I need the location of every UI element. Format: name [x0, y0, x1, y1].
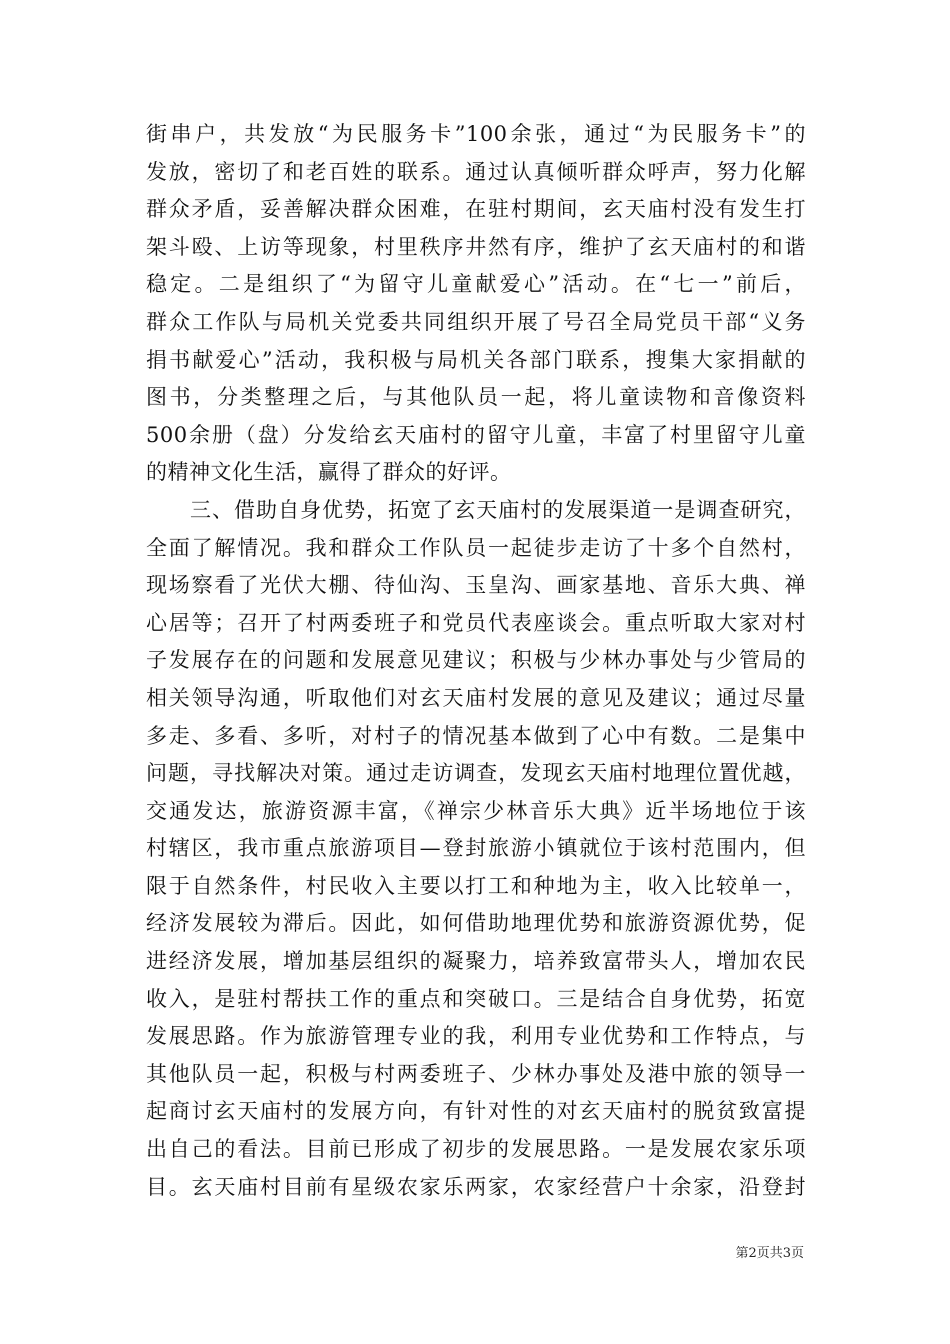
text-line: 其他队员一起，积极与村两委班子、少林办事处及港中旅的领导一: [146, 1061, 806, 1086]
text-line: 相关领导沟通，听取他们对玄天庙村发展的意见及建议；通过尽量: [146, 685, 806, 710]
text-line: 架斗殴、上访等现象，村里秩序井然有序，维护了玄天庙村的和谐: [146, 234, 806, 259]
text-line: 收入，是驻村帮扶工作的重点和突破口。三是结合自身优势，拓宽: [146, 986, 806, 1011]
text-line: 全面了解情况。我和群众工作队员一起徒步走访了十多个自然村，: [146, 535, 806, 560]
text-line: 街串户，共发放“为民服务卡”100余张，通过“为民服务卡”的: [146, 122, 806, 146]
text-line: 心居等；召开了村两委班子和党员代表座谈会。重点听取大家对村: [146, 610, 806, 635]
text-line: 起商讨玄天庙村的发展方向，有针对性的对玄天庙村的脱贫致富提: [146, 1099, 806, 1124]
text-line: 经济发展较为滞后。因此，如何借助地理优势和旅游资源优势，促: [146, 911, 806, 936]
text-line: 村辖区，我市重点旅游项目—登封旅游小镇就位于该村范围内，但: [146, 836, 806, 861]
text-line: 三、借助自身优势，拓宽了玄天庙村的发展渠道一是调查研究，: [190, 497, 806, 522]
text-line: 稳定。二是组织了“为留守儿童献爱心”活动。在“七一”前后，: [146, 272, 806, 297]
text-line: 发展思路。作为旅游管理专业的我，利用专业优势和工作特点，与: [146, 1024, 806, 1049]
text-line: 子发展存在的问题和发展意见建议；积极与少林办事处与少管局的: [146, 648, 806, 673]
text-line: 出自己的看法。目前已形成了初步的发展思路。一是发展农家乐项: [146, 1137, 806, 1162]
page-number: 第2页共3页: [735, 1246, 804, 1261]
text-line: 发放，密切了和老百姓的联系。通过认真倾听群众呼声，努力化解: [146, 159, 806, 184]
text-line: 图书，分类整理之后，与其他队员一起，将儿童读物和音像资料: [146, 385, 806, 410]
text-line: 限于自然条件，村民收入主要以打工和种地为主，收入比较单一，: [146, 873, 806, 898]
body-text: [146, 116, 806, 1206]
text-line: 多走、多看、多听，对村子的情况基本做到了心中有数。二是集中: [146, 723, 806, 748]
text-line: 交通发达，旅游资源丰富，《禅宗少林音乐大典》近半场地位于该: [146, 798, 806, 823]
text-line: 现场察看了光伏大棚、待仙沟、玉皇沟、画家基地、音乐大典、禅: [146, 573, 806, 598]
text-line: 问题，寻找解决对策。通过走访调查，发现玄天庙村地理位置优越，: [146, 761, 806, 786]
text-line: 目。玄天庙村目前有星级农家乐两家，农家经营户十余家，沿登封: [146, 1174, 806, 1199]
text-line: 500余册（盘）分发给玄天庙村的留守儿童，丰富了村里留守儿童: [146, 422, 806, 447]
text-line: 群众工作队与局机关党委共同组织开展了号召全局党员干部“义务: [146, 309, 806, 334]
text-line: 进经济发展，增加基层组织的凝聚力，培养致富带头人，增加农民: [146, 949, 806, 974]
text-line: 捐书献爱心”活动，我积极与局机关各部门联系，搜集大家捐献的: [146, 347, 806, 372]
text-line: 的精神文化生活，赢得了群众的好评。: [146, 460, 512, 485]
text-line: 群众矛盾，妥善解决群众困难，在驻村期间，玄天庙村没有发生打: [146, 197, 806, 222]
